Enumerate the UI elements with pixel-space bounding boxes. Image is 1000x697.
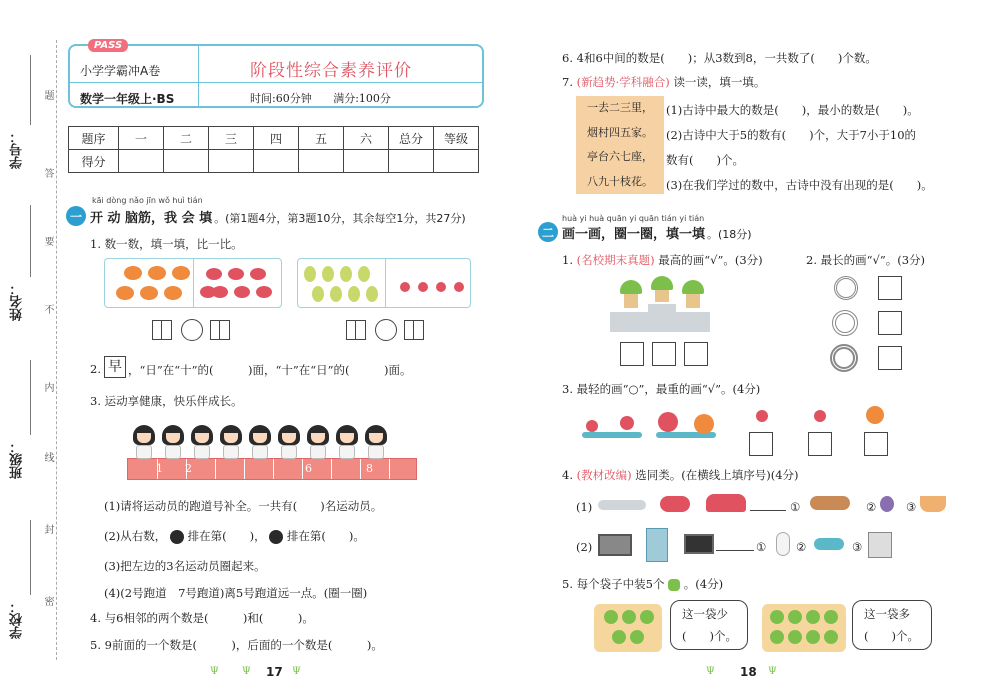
tomato-icon: [250, 268, 266, 280]
seal-char: 封: [42, 524, 53, 534]
runner-icon[interactable]: [220, 425, 242, 459]
sprout-icon: Ψ: [292, 666, 301, 677]
option-1: ①: [756, 540, 767, 554]
balance-scale-icon: [582, 432, 642, 438]
class-field-line[interactable]: [30, 360, 31, 435]
score-input-cell[interactable]: [254, 150, 299, 173]
table-cell: 一: [119, 127, 164, 150]
q3-2-part: (2)从右数，: [104, 529, 167, 543]
score-input-cell[interactable]: [119, 150, 164, 173]
washing-machine-icon: [868, 532, 892, 558]
question-s2: 2. 最长的画“√”。(3分): [806, 253, 926, 267]
pumpkin-icon: [172, 266, 190, 280]
score-table: [68, 126, 479, 173]
score-input-cell[interactable]: [209, 150, 254, 173]
poem-box: [576, 96, 664, 194]
check-box[interactable]: [684, 342, 708, 366]
question-3: 3. 运动享健康，快乐伴成长。: [90, 394, 243, 408]
table-cell: 五: [299, 127, 344, 150]
cherry-icon: [400, 282, 410, 292]
poem-line: 一去二三里，: [587, 101, 653, 114]
cherry-icon: [436, 282, 446, 292]
pepper-icon: [824, 630, 838, 644]
strawberry-icon: [658, 412, 678, 432]
cherry-icon: [418, 282, 428, 292]
seal-char: 内: [42, 382, 53, 392]
boy-icon: [269, 530, 283, 544]
exam-time: 时间:60分钟: [250, 92, 312, 105]
pepper-icon: [806, 630, 820, 644]
table-cell: 四: [254, 127, 299, 150]
question-s5: [562, 576, 723, 592]
runner-icon[interactable]: [133, 425, 155, 459]
question-tag: (新趋势·学科融合): [576, 75, 670, 89]
tv-icon: [684, 534, 714, 554]
vase-icon: [776, 532, 790, 556]
pass-logo: PASS: [88, 39, 128, 52]
section1-heading: [66, 206, 466, 226]
orange-icon: [694, 414, 714, 434]
lane-number: 2: [185, 462, 192, 475]
pepper-icon: [824, 610, 838, 624]
pepper-icon: [630, 630, 644, 644]
option-2: ②: [796, 540, 807, 554]
question-s1: [562, 252, 763, 268]
compare-circle[interactable]: [181, 319, 203, 341]
runner-icon[interactable]: [336, 425, 358, 459]
bubble-text: 这一袋多: [864, 607, 910, 621]
exam-full-score: 满分:100分: [333, 92, 391, 105]
strawberry-icon: [586, 420, 598, 432]
plant-icon: [682, 280, 704, 312]
question-7-3: (3)在我们学过的数中，古诗中没有出现的是( )。: [666, 178, 933, 192]
score-input-cell[interactable]: [434, 150, 479, 173]
section2-pinyin: huà yi huà quān yi quān tián yi tián: [562, 214, 705, 223]
spiral-icon: [830, 344, 858, 372]
runner-icon[interactable]: [365, 425, 387, 459]
tomato-icon: [234, 286, 250, 298]
pepper-icon: [668, 579, 680, 591]
score-input-cell[interactable]: [389, 150, 434, 173]
seal-char: 密: [42, 596, 53, 606]
airplane-icon: [598, 500, 646, 510]
runner-icon[interactable]: [249, 425, 271, 459]
question-text: 。(4分): [683, 577, 724, 591]
question-2: ，“日”在“十”的( )面，“十”在“日”的( )面。: [128, 363, 412, 377]
section-number: 一: [66, 206, 86, 226]
row-1-prefix: (1): [576, 500, 593, 514]
lane-number: 1: [156, 462, 163, 475]
sprout-icon: Ψ: [768, 666, 777, 677]
option-3: ③: [906, 500, 917, 514]
question-3-3: (3)把左边的3名运动员圈起来。: [104, 559, 266, 573]
question-number: 1.: [562, 253, 573, 267]
boat-icon: [810, 496, 850, 510]
bubble-text: 这一袋少: [682, 607, 728, 621]
fridge-icon: [646, 528, 668, 562]
question-3-2: [104, 528, 365, 544]
runner-icon[interactable]: [162, 425, 184, 459]
cherry-icon: [454, 282, 464, 292]
seal-char: 不: [42, 304, 53, 314]
sprout-icon: Ψ: [706, 666, 715, 677]
pear-icon: [312, 286, 324, 302]
question-tag: (教材改编): [576, 468, 632, 482]
question-s4: [562, 467, 799, 483]
question-text: 读一读，填一填。: [673, 75, 766, 89]
runner-icon[interactable]: [307, 425, 329, 459]
score-input-cell[interactable]: [299, 150, 344, 173]
section-number: 二: [538, 222, 558, 242]
option-1: ①: [790, 500, 801, 514]
table-cell: 题序: [69, 127, 119, 150]
student-id-label: 学号：: [10, 130, 25, 169]
check-box[interactable]: [620, 342, 644, 366]
option-2: ②: [866, 500, 877, 514]
pepper-icon: [788, 630, 802, 644]
question-s3: 3. 最轻的画“○”，最重的画“√”。(4分): [562, 382, 761, 396]
question-7-2-cont: 数有( )个。: [666, 153, 744, 167]
sprout-icon: Ψ: [242, 666, 251, 677]
question-1: 1. 数一数，填一填，比一比。: [90, 237, 243, 251]
poem-line: 八九十枝花。: [587, 174, 653, 188]
check-box[interactable]: [878, 276, 902, 300]
binding-margin: [0, 0, 60, 697]
question-text: 最高的画“√”。(3分): [658, 253, 763, 267]
table-cell: 三: [209, 127, 254, 150]
question-number: 4.: [562, 468, 573, 482]
answer-box[interactable]: [864, 432, 888, 456]
spiral-icon: [834, 276, 858, 300]
page-number-right: 18: [740, 665, 757, 679]
lane-number: 6: [305, 462, 312, 475]
pepper-icon: [604, 610, 618, 624]
question-3-1: (1)请将运动员的跑道号补全。一共有( )名运动员。: [104, 499, 383, 513]
seal-char: 线: [42, 452, 53, 462]
table-cell: 等级: [434, 127, 479, 150]
orange-icon: [866, 406, 884, 424]
answer-line[interactable]: [716, 550, 754, 551]
pepper-icon: [806, 610, 820, 624]
section2-heading: [538, 222, 752, 242]
strawberry-icon: [756, 410, 768, 422]
tomato-icon: [206, 268, 222, 280]
section-scoring: 。(18分): [707, 228, 752, 241]
question-text: 5. 每个袋子中装5个: [562, 577, 665, 591]
girl-icon: [170, 530, 184, 544]
answer-line[interactable]: [750, 510, 786, 511]
school-field-line[interactable]: [30, 520, 31, 595]
hairdryer-icon: [814, 538, 844, 550]
question-number: 7.: [562, 75, 573, 89]
answer-box-divider: [346, 320, 356, 340]
check-box[interactable]: [652, 342, 676, 366]
table-cell: 总分: [389, 127, 434, 150]
score-input-cell[interactable]: [164, 150, 209, 173]
pear-icon: [358, 266, 370, 282]
divider: [385, 258, 386, 308]
plant-icon: [651, 276, 673, 306]
subject-name: 数学一年级上·BS: [80, 92, 175, 106]
question-4: 4. 与6相邻的两个数是( )和( )。: [90, 611, 314, 625]
runner-icon[interactable]: [191, 425, 213, 459]
row-2-prefix: (2): [576, 540, 593, 554]
question-tag: (名校期末真题): [576, 253, 655, 267]
table-row: [69, 150, 479, 173]
table-row: [69, 127, 479, 150]
score-input-cell[interactable]: [344, 150, 389, 173]
answer-box[interactable]: [808, 432, 832, 456]
motorcycle-icon: [660, 496, 690, 512]
stand: [610, 312, 710, 332]
option-3: ③: [852, 540, 863, 554]
plant-icon: [620, 280, 642, 312]
table-cell: 二: [164, 127, 209, 150]
tomato-icon: [256, 286, 272, 298]
question-7-2: (2)古诗中大于5的数有( )个，大于7小于10的: [666, 128, 917, 142]
pear-icon: [366, 286, 378, 302]
pumpkin-icon: [148, 266, 166, 280]
sprout-icon: Ψ: [210, 666, 219, 677]
question-7-1: (1)古诗中最大的数是( )，最小的数是( )。: [666, 103, 919, 117]
poem-line: 亭台六七座，: [587, 150, 653, 163]
class-label: 班级：: [10, 440, 25, 479]
check-box[interactable]: [878, 346, 902, 370]
character-box: 早: [104, 356, 126, 378]
pumpkin-icon: [140, 286, 158, 300]
answer-box-divider: [152, 320, 162, 340]
id-field-line[interactable]: [30, 55, 31, 125]
grape-icon: [880, 496, 894, 512]
question-2-number: 2.: [90, 362, 101, 376]
seal-char: 答: [42, 168, 53, 178]
cherry-icon: [620, 416, 634, 430]
divider: [70, 82, 482, 83]
question-text: 选同类。(在横线上填序号)(4分): [635, 468, 799, 482]
microwave-icon: [598, 534, 632, 556]
page-number-left: 17: [266, 665, 283, 679]
tomato-icon: [200, 286, 216, 298]
table-cell: 得分: [69, 150, 119, 173]
divider: [193, 258, 194, 308]
pepper-icon: [788, 610, 802, 624]
cherry-icon: [814, 410, 826, 422]
divider: [198, 46, 199, 106]
q3-2-part: 排在第( )。: [286, 529, 365, 543]
compare-circle[interactable]: [375, 319, 397, 341]
pumpkin-icon: [116, 286, 134, 300]
pepper-icon: [770, 610, 784, 624]
name-label: 姓名：: [10, 282, 25, 321]
exam-meta: [250, 90, 391, 106]
running-track: [127, 458, 417, 480]
car-icon: [706, 494, 746, 512]
answer-box-divider: [404, 320, 414, 340]
pear-icon: [330, 286, 342, 302]
q3-2-part: 排在第( )，: [187, 529, 266, 543]
pumpkin-icon: [124, 266, 142, 280]
spiral-icon: [832, 310, 858, 336]
tomato-icon: [228, 268, 244, 280]
exam-title: 阶段性综合素养评价: [250, 61, 412, 81]
poem-line: 烟村四五家。: [587, 125, 653, 139]
table-cell: 六: [344, 127, 389, 150]
section-title: 画一画，圈一圈，填一填: [562, 227, 706, 242]
pepper-icon: [770, 630, 784, 644]
pear-icon: [348, 286, 360, 302]
seal-char: 要: [42, 236, 53, 246]
question-5: 5. 9前面的一个数是( )，后面的一个数是( )。: [90, 638, 383, 652]
seal-char: 题: [42, 90, 53, 100]
pepper-icon: [612, 630, 626, 644]
pear-icon: [340, 266, 352, 282]
bubble-answer[interactable]: ( )个。: [864, 629, 919, 643]
pepper-icon: [640, 610, 654, 624]
school-label: 学校：: [10, 600, 25, 639]
section-title: 开 动 脑筋，我 会 填: [90, 211, 213, 226]
answer-box[interactable]: [749, 432, 773, 456]
runner-icon[interactable]: [278, 425, 300, 459]
exam-header: [68, 40, 484, 108]
question-7: [562, 74, 765, 90]
cut-line: [56, 40, 57, 660]
pumpkin-icon: [164, 286, 182, 300]
series-name: 小学学霸冲A卷: [80, 64, 161, 78]
basket-icon: [920, 496, 946, 512]
pear-icon: [322, 266, 334, 282]
pepper-icon: [622, 610, 636, 624]
section-scoring: 。(第1题4分，第3题10分，其余每空1分，共27分): [214, 212, 466, 225]
bubble-answer[interactable]: ( )个。: [682, 629, 737, 643]
lane-number: 8: [366, 462, 373, 475]
check-box[interactable]: [878, 311, 902, 335]
pear-icon: [304, 266, 316, 282]
question-6: 6. 4和6中间的数是( )；从3数到8，一共数了( )个数。: [562, 51, 877, 65]
question-3-4: (4)(2号跑道 7号跑道)离5号跑道远一点。(圈一圈): [104, 586, 368, 600]
section1-pinyin: kāi dòng nǎo jīn wǒ huì tián: [92, 196, 203, 205]
answer-box-divider: [210, 320, 220, 340]
name-field-line[interactable]: [30, 205, 31, 277]
